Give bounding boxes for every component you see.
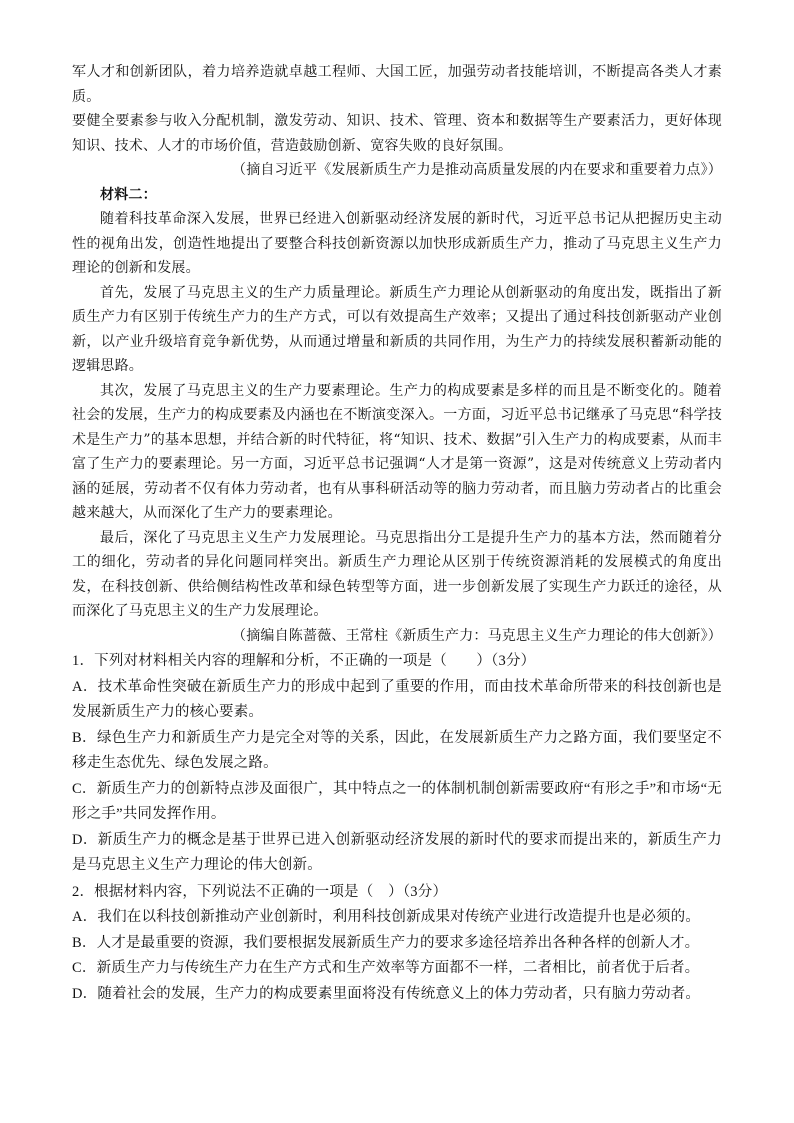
question-option: A．我们在以科技创新推动产业创新时，利用科技创新成果对传统产业进行改造提升也是必须的。 [72,909,701,925]
material-2-paragraph: 其次，发展了马克思主义的生产力要素理论。生产力的构成要素是多样的而且是不断变化的。随着社会的发展，生产力的构成要素及内涵也在不断演变深入。一方面，习近平总书记继承了马克思“科学技术是生产力”的基本思想，并结合新的时代特征，将“知识、技术、数据”引入生产力的构成要素，从而丰富了生产力的要素理论。另一方面，习近平总书记强调“人才是第一资源”，这是对传统意义上劳动者内涵的延展，劳动者不仅有体力劳动者，也有从事科研活动等的脑力劳动者，而且脑力劳动者占的比重会越来越大，从而深化了生产力的要素理论。 [72,382,722,521]
question-option: B．人才是最重要的资源，我们要根据发展新质生产力的要求多途径培养出各种各样的创新人才。 [72,934,700,951]
material-2-paragraph: 随着科技革命深入发展，世界已经进入创新驱动经济发展的新时代，习近平总书记从把握历史主动性的视角出发，创造性地提出了要整合科技创新资源以加快形成新质生产力，推动了马克思主义生产力理论的创新和发展。 [72,211,722,276]
material-2-paragraph: 首先，发展了马克思主义的生产力质量理论。新质生产力理论从创新驱动的角度出发，既指出了新质生产力有区别于传统生产力的生产方式，可以有效提高生产效率；又提出了通过科技创新驱动产业创新，以产业升级培育竞争新优势，从而通过增量和新质的共同作用，为生产力的持续发展积蓄新动能的逻辑思路。 [72,284,722,374]
question-stem: 2．根据材料内容，下列说法不正确的一项是（ ）（3分） [72,883,448,900]
question-option: A．技术革命性突破在新质生产力的形成中起到了重要的作用，而由技术革命所带来的科技创新也是发展新质生产力的核心要素。 [72,678,722,720]
question-stem: 1．下列对材料相关内容的理解和分析，不正确的一项是（ ）（3分） [72,653,536,669]
question-1 [72,649,722,879]
question-option: D．新质生产力的概念是基于世界已进入创新驱动经济发展的新时代的要求而提出来的，新质生产力是马克思主义生产力理论的伟大创新。 [72,831,722,873]
question-option: B．绿色生产力和新质生产力是完全对等的关系，因此，在发展新质生产力之路方面，我们要坚定不移走生态优先、绿色发展之路。 [72,729,722,771]
source-citation-2: （摘编自陈蔷薇、王常柱《新质生产力：马克思主义生产力理论的伟大创新》） [232,627,722,644]
question-option: D．随着社会的发展，生产力的构成要素里面将没有传统意义上的体力劳动者，只有脑力劳动者。 [72,985,701,1002]
question-2 [72,880,722,1008]
material-2-paragraph: 最后，深化了马克思主义生产力发展理论。马克思指出分工是提升生产力的基本方法，然而随着分工的细化，劳动者的异化问题同样突出。新质生产力理论从区别于传统资源消耗的发展模式的角度出发，在科技创新、供给侧结构性改革和绿色转型等方面，进一步创新发展了实现生产力跃迁的途径，从而深化了马克思主义的生产力发展理论。 [72,529,722,619]
question-option: C．新质生产力与传统生产力在生产方式和生产效率等方面都不一样，二者相比，前者优于后者。 [72,960,700,976]
material-2 [72,183,722,649]
material-1-continuation [72,60,722,183]
intro-paragraph: 要健全要素参与收入分配机制，激发劳动、知识、技术、管理、资本和数据等生产要素活力，更好体现知识、技术、人才的市场价值，营造鼓励创新、宽容失败的良好氛围。 [72,113,722,154]
source-citation-1: （摘自习近平《发展新质生产力是推动高质量发展的内在要求和重要着力点》） [232,162,722,178]
material-2-heading: 材料二： [100,186,157,203]
question-option: C．新质生产力的创新特点涉及面很广，其中特点之一的体制机制创新需要政府“有形之手”和市场“无形之手”共同发挥作用。 [72,780,722,822]
exam-page [72,60,722,1007]
intro-paragraph: 军人才和创新团队，着力培养造就卓越工程师、大国工匠，加强劳动者技能培训，不断提高各类人才素质。 [72,64,722,105]
